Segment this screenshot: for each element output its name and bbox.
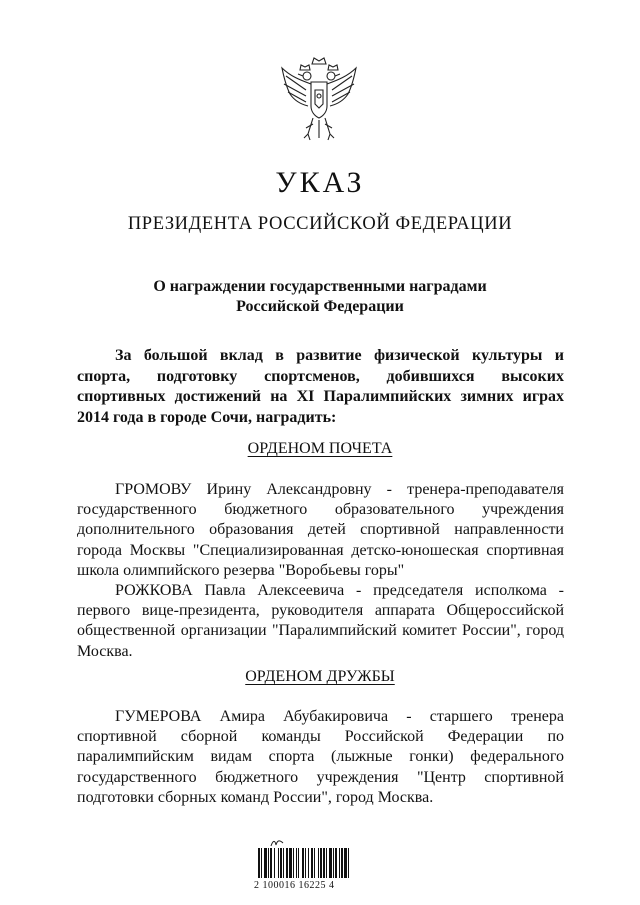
award-heading-order-of-honour: ОРДЕНОМ ПОЧЕТА — [247, 440, 393, 457]
decree-heading — [0, 277, 640, 317]
award-line: государственного бюджетного образовательного учреждения — [77, 501, 564, 519]
award-line: подготовки сборных команд России", город Москва. — [77, 788, 434, 806]
award-section-order-of-honour — [77, 480, 564, 662]
award-line: ГУМЕРОВА Амира Абубакировича - старшего тренера — [115, 708, 564, 725]
intro-paragraph — [77, 346, 564, 428]
document-title: УКАЗ — [275, 166, 365, 199]
award-heading-order-of-friendship: ОРДЕНОМ ДРУЖБЫ — [245, 668, 395, 685]
barcode — [258, 848, 382, 878]
coat-of-arms-emblem — [278, 54, 360, 144]
award-section-order-of-friendship — [77, 707, 564, 808]
award-line: государственного бюджетного учреждения "Центр спортивной — [77, 768, 564, 786]
barcode-number: 2 100016 16225 4 — [254, 880, 335, 891]
document-subtitle: ПРЕЗИДЕНТА РОССИЙСКОЙ ФЕДЕРАЦИИ — [127, 214, 513, 234]
award-line: общественной организации "Паралимпийский комитет России", город — [77, 622, 564, 640]
award-line: РОЖКОВА Павла Алексеевича - председателя исполкома - — [115, 581, 564, 599]
award-line: города Москвы "Специализированная детско-юношеская спортивная — [77, 541, 564, 559]
award-line: Москва. — [77, 642, 133, 660]
intro-line: спортивных достижений на XI Паралимпийских зимних играх — [77, 388, 564, 405]
award-line: ГРОМОВУ Ирину Александровну - тренера-преподавателя — [115, 481, 564, 498]
intro-line: За большой вклад в развитие физической культуры и — [115, 347, 564, 364]
award-line: школа олимпийского резерва "Воробьевы горы" — [77, 561, 405, 579]
intro-line: 2014 года в городе Сочи, наградить: — [77, 408, 337, 426]
award-line: дополнительного образования детей спортивной направленности — [77, 521, 564, 539]
handwritten-mark — [270, 838, 284, 848]
award-line: первого вице-президента, руководителя аппарата Общероссийской — [77, 602, 564, 620]
award-line: спортивной сборной команды Российской Федерации по — [77, 728, 564, 746]
intro-line: спорта, подготовку спортсменов, добившихся высоких — [77, 367, 564, 385]
decree-heading-line: Российской Федерации — [236, 298, 404, 315]
decree-heading-line: О награждении государственными наградами — [153, 278, 487, 295]
award-line: паралимпийским видам спорта (лыжные гонки) федерального — [77, 748, 564, 766]
